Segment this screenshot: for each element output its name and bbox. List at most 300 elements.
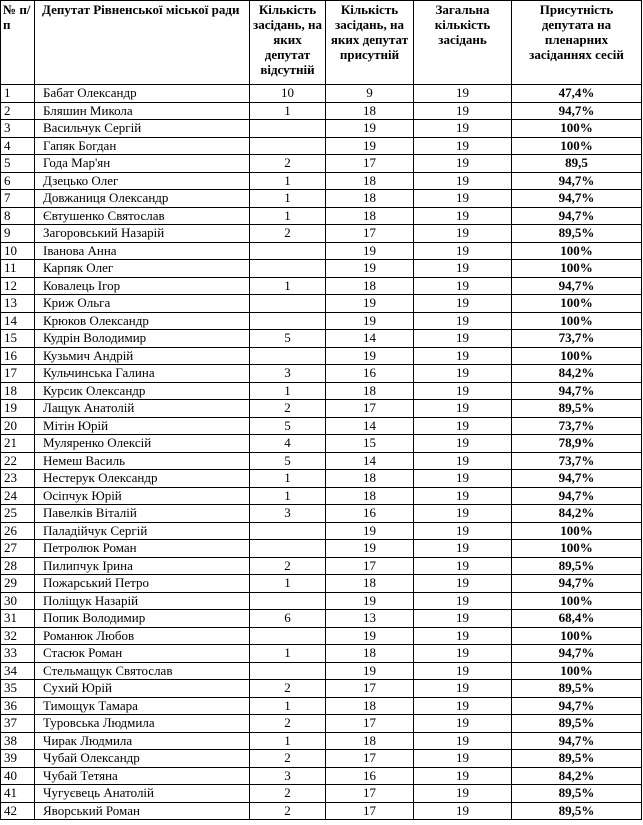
table-row — [1, 365, 642, 383]
present-count: 17 — [326, 715, 414, 733]
deputy-name: Нестерук Олександр — [35, 470, 250, 488]
present-count: 18 — [326, 697, 414, 715]
absent-count — [250, 260, 326, 278]
header-total: Загальна кількість засідань — [414, 1, 512, 85]
deputy-name: Карпяк Олег — [35, 260, 250, 278]
table-row — [1, 102, 642, 120]
present-count: 18 — [326, 645, 414, 663]
total-sessions: 19 — [414, 225, 512, 243]
row-number: 4 — [1, 137, 35, 155]
table-row — [1, 382, 642, 400]
absent-count: 5 — [250, 417, 326, 435]
row-number: 30 — [1, 592, 35, 610]
present-count: 19 — [326, 522, 414, 540]
absent-count: 5 — [250, 330, 326, 348]
attendance-percent: 73,7% — [512, 330, 642, 348]
total-sessions: 19 — [414, 785, 512, 803]
attendance-percent: 100% — [512, 347, 642, 365]
row-number: 35 — [1, 680, 35, 698]
total-sessions: 19 — [414, 400, 512, 418]
deputy-name: Дзецько Олег — [35, 172, 250, 190]
attendance-percent: 94,7% — [512, 470, 642, 488]
table-row — [1, 470, 642, 488]
deputy-name: Муляренко Олексій — [35, 435, 250, 453]
absent-count — [250, 295, 326, 313]
total-sessions: 19 — [414, 680, 512, 698]
attendance-percent: 89,5% — [512, 557, 642, 575]
deputy-name: Года Мар'ян — [35, 155, 250, 173]
row-number: 41 — [1, 785, 35, 803]
present-count: 17 — [326, 802, 414, 820]
present-count: 18 — [326, 470, 414, 488]
attendance-percent: 94,7% — [512, 277, 642, 295]
attendance-percent: 94,7% — [512, 382, 642, 400]
absent-count: 1 — [250, 190, 326, 208]
present-count: 17 — [326, 750, 414, 768]
present-count: 16 — [326, 505, 414, 523]
deputy-name: Довжаниця Олександр — [35, 190, 250, 208]
table-row — [1, 627, 642, 645]
absent-count: 2 — [250, 680, 326, 698]
absent-count — [250, 137, 326, 155]
total-sessions: 19 — [414, 522, 512, 540]
attendance-percent: 94,7% — [512, 487, 642, 505]
total-sessions: 19 — [414, 347, 512, 365]
table-row — [1, 400, 642, 418]
deputy-name: Кузьмич Андрій — [35, 347, 250, 365]
row-number: 13 — [1, 295, 35, 313]
present-count: 17 — [326, 785, 414, 803]
attendance-percent: 89,5 — [512, 155, 642, 173]
row-number: 17 — [1, 365, 35, 383]
table-row — [1, 522, 642, 540]
row-number: 9 — [1, 225, 35, 243]
table-row — [1, 277, 642, 295]
absent-count: 2 — [250, 400, 326, 418]
deputy-name: Ковалець Ігор — [35, 277, 250, 295]
total-sessions: 19 — [414, 610, 512, 628]
deputy-name: Загоровський Назарій — [35, 225, 250, 243]
header-percent: Присутність депутата на пленарних засіданнях сесій — [512, 1, 642, 85]
deputy-name: Павелків Віталій — [35, 505, 250, 523]
absent-count: 3 — [250, 365, 326, 383]
deputy-name: Чирак Людмила — [35, 732, 250, 750]
row-number: 25 — [1, 505, 35, 523]
absent-count: 3 — [250, 767, 326, 785]
absent-count — [250, 592, 326, 610]
table-row — [1, 662, 642, 680]
deputy-name: Бляшин Микола — [35, 102, 250, 120]
row-number: 19 — [1, 400, 35, 418]
row-number: 2 — [1, 102, 35, 120]
present-count: 18 — [326, 277, 414, 295]
total-sessions: 19 — [414, 155, 512, 173]
attendance-percent: 94,7% — [512, 697, 642, 715]
total-sessions: 19 — [414, 627, 512, 645]
absent-count — [250, 242, 326, 260]
row-number: 39 — [1, 750, 35, 768]
present-count: 19 — [326, 295, 414, 313]
attendance-percent: 100% — [512, 120, 642, 138]
absent-count: 2 — [250, 715, 326, 733]
row-number: 31 — [1, 610, 35, 628]
table-row — [1, 295, 642, 313]
row-number: 21 — [1, 435, 35, 453]
total-sessions: 19 — [414, 575, 512, 593]
absent-count: 1 — [250, 172, 326, 190]
total-sessions: 19 — [414, 435, 512, 453]
deputy-name: Яворський Роман — [35, 802, 250, 820]
absent-count: 2 — [250, 557, 326, 575]
present-count: 19 — [326, 137, 414, 155]
absent-count: 1 — [250, 207, 326, 225]
table-row — [1, 120, 642, 138]
absent-count: 1 — [250, 732, 326, 750]
deputy-name: Чугуєвець Анатолій — [35, 785, 250, 803]
deputy-name: Поліщук Назарій — [35, 592, 250, 610]
absent-count: 2 — [250, 785, 326, 803]
deputy-name: Васильчук Сергій — [35, 120, 250, 138]
total-sessions: 19 — [414, 137, 512, 155]
absent-count: 1 — [250, 645, 326, 663]
total-sessions: 19 — [414, 330, 512, 348]
row-number: 3 — [1, 120, 35, 138]
present-count: 18 — [326, 172, 414, 190]
deputy-name: Крюков Олександр — [35, 312, 250, 330]
present-count: 19 — [326, 260, 414, 278]
absent-count — [250, 662, 326, 680]
present-count: 15 — [326, 435, 414, 453]
present-count: 16 — [326, 365, 414, 383]
deputy-name: Сухий Юрій — [35, 680, 250, 698]
table-row — [1, 802, 642, 820]
total-sessions: 19 — [414, 277, 512, 295]
absent-count: 2 — [250, 750, 326, 768]
attendance-percent: 89,5% — [512, 750, 642, 768]
row-number: 33 — [1, 645, 35, 663]
row-number: 34 — [1, 662, 35, 680]
header-present: Кількість засідань, на яких депутат присутній — [326, 1, 414, 85]
total-sessions: 19 — [414, 662, 512, 680]
present-count: 18 — [326, 382, 414, 400]
total-sessions: 19 — [414, 120, 512, 138]
table-row — [1, 225, 642, 243]
deputy-name: Туровська Людмила — [35, 715, 250, 733]
total-sessions: 19 — [414, 452, 512, 470]
present-count: 17 — [326, 680, 414, 698]
total-sessions: 19 — [414, 295, 512, 313]
present-count: 19 — [326, 347, 414, 365]
present-count: 14 — [326, 452, 414, 470]
row-number: 40 — [1, 767, 35, 785]
table-row — [1, 260, 642, 278]
attendance-percent: 100% — [512, 295, 642, 313]
absent-count — [250, 312, 326, 330]
row-number: 6 — [1, 172, 35, 190]
deputy-name: Курсик Олександр — [35, 382, 250, 400]
absent-count: 2 — [250, 225, 326, 243]
attendance-percent: 73,7% — [512, 417, 642, 435]
present-count: 19 — [326, 592, 414, 610]
table-row — [1, 785, 642, 803]
row-number: 8 — [1, 207, 35, 225]
table-row — [1, 137, 642, 155]
present-count: 18 — [326, 487, 414, 505]
row-number: 26 — [1, 522, 35, 540]
row-number: 12 — [1, 277, 35, 295]
absent-count: 6 — [250, 610, 326, 628]
total-sessions: 19 — [414, 85, 512, 103]
attendance-percent: 100% — [512, 540, 642, 558]
table-row — [1, 715, 642, 733]
present-count: 19 — [326, 662, 414, 680]
table-row — [1, 242, 642, 260]
table-row — [1, 767, 642, 785]
total-sessions: 19 — [414, 312, 512, 330]
table-row — [1, 85, 642, 103]
present-count: 17 — [326, 557, 414, 575]
present-count: 18 — [326, 102, 414, 120]
present-count: 17 — [326, 400, 414, 418]
row-number: 18 — [1, 382, 35, 400]
deputy-name: Чубай Олександр — [35, 750, 250, 768]
attendance-percent: 84,2% — [512, 767, 642, 785]
present-count: 19 — [326, 242, 414, 260]
table-row — [1, 505, 642, 523]
absent-count: 1 — [250, 575, 326, 593]
table-row — [1, 190, 642, 208]
present-count: 19 — [326, 540, 414, 558]
attendance-percent: 94,7% — [512, 172, 642, 190]
table-row — [1, 207, 642, 225]
absent-count — [250, 522, 326, 540]
total-sessions: 19 — [414, 172, 512, 190]
row-number: 22 — [1, 452, 35, 470]
attendance-percent: 73,7% — [512, 452, 642, 470]
table-row — [1, 172, 642, 190]
absent-count: 1 — [250, 487, 326, 505]
row-number: 27 — [1, 540, 35, 558]
total-sessions: 19 — [414, 557, 512, 575]
absent-count — [250, 120, 326, 138]
absent-count: 3 — [250, 505, 326, 523]
table-row — [1, 610, 642, 628]
absent-count — [250, 347, 326, 365]
row-number: 20 — [1, 417, 35, 435]
deputy-name: Чубай Тетяна — [35, 767, 250, 785]
attendance-percent: 89,5% — [512, 785, 642, 803]
attendance-percent: 100% — [512, 260, 642, 278]
total-sessions: 19 — [414, 382, 512, 400]
attendance-percent: 94,7% — [512, 575, 642, 593]
attendance-percent: 89,5% — [512, 715, 642, 733]
table-row — [1, 592, 642, 610]
present-count: 19 — [326, 120, 414, 138]
deputy-name: Попик Володимир — [35, 610, 250, 628]
deputy-name: Іванова Анна — [35, 242, 250, 260]
attendance-percent: 100% — [512, 627, 642, 645]
attendance-percent: 94,7% — [512, 645, 642, 663]
deputy-name: Петролюк Роман — [35, 540, 250, 558]
total-sessions: 19 — [414, 645, 512, 663]
absent-count — [250, 627, 326, 645]
total-sessions: 19 — [414, 767, 512, 785]
row-number: 23 — [1, 470, 35, 488]
present-count: 14 — [326, 417, 414, 435]
attendance-percent: 89,5% — [512, 400, 642, 418]
table-row — [1, 487, 642, 505]
total-sessions: 19 — [414, 505, 512, 523]
absent-count: 2 — [250, 802, 326, 820]
present-count: 17 — [326, 155, 414, 173]
attendance-percent: 100% — [512, 312, 642, 330]
table-row — [1, 575, 642, 593]
total-sessions: 19 — [414, 470, 512, 488]
row-number: 5 — [1, 155, 35, 173]
deputy-name: Пилипчук Ірина — [35, 557, 250, 575]
deputy-name: Лащук Анатолій — [35, 400, 250, 418]
row-number: 16 — [1, 347, 35, 365]
row-number: 10 — [1, 242, 35, 260]
table-row — [1, 540, 642, 558]
total-sessions: 19 — [414, 697, 512, 715]
attendance-percent: 84,2% — [512, 365, 642, 383]
total-sessions: 19 — [414, 802, 512, 820]
row-number: 14 — [1, 312, 35, 330]
present-count: 16 — [326, 767, 414, 785]
total-sessions: 19 — [414, 242, 512, 260]
total-sessions: 19 — [414, 190, 512, 208]
deputy-name: Євтушенко Святослав — [35, 207, 250, 225]
deputy-name: Пожарський Петро — [35, 575, 250, 593]
total-sessions: 19 — [414, 207, 512, 225]
table-row — [1, 645, 642, 663]
present-count: 14 — [326, 330, 414, 348]
attendance-percent: 100% — [512, 662, 642, 680]
absent-count: 1 — [250, 470, 326, 488]
header-deputy: Депутат Рівненської міської ради — [35, 1, 250, 85]
table-row — [1, 435, 642, 453]
deputy-name: Паладійчук Сергій — [35, 522, 250, 540]
deputy-name: Тимощук Тамара — [35, 697, 250, 715]
present-count: 18 — [326, 575, 414, 593]
deputy-name: Осіпчук Юрій — [35, 487, 250, 505]
deputy-name: Мітін Юрій — [35, 417, 250, 435]
row-number: 1 — [1, 85, 35, 103]
absent-count — [250, 540, 326, 558]
attendance-percent: 100% — [512, 522, 642, 540]
total-sessions: 19 — [414, 487, 512, 505]
row-number: 38 — [1, 732, 35, 750]
attendance-percent: 94,7% — [512, 190, 642, 208]
total-sessions: 19 — [414, 417, 512, 435]
attendance-percent: 84,2% — [512, 505, 642, 523]
row-number: 32 — [1, 627, 35, 645]
absent-count: 1 — [250, 382, 326, 400]
attendance-percent: 100% — [512, 592, 642, 610]
attendance-percent: 94,7% — [512, 207, 642, 225]
table-row — [1, 680, 642, 698]
attendance-percent: 89,5% — [512, 680, 642, 698]
total-sessions: 19 — [414, 592, 512, 610]
attendance-percent: 47,4% — [512, 85, 642, 103]
table-row — [1, 347, 642, 365]
row-number: 42 — [1, 802, 35, 820]
absent-count: 5 — [250, 452, 326, 470]
present-count: 18 — [326, 207, 414, 225]
row-number: 36 — [1, 697, 35, 715]
present-count: 9 — [326, 85, 414, 103]
absent-count: 1 — [250, 102, 326, 120]
attendance-percent: 100% — [512, 137, 642, 155]
row-number: 15 — [1, 330, 35, 348]
total-sessions: 19 — [414, 365, 512, 383]
present-count: 19 — [326, 312, 414, 330]
table-row — [1, 155, 642, 173]
absent-count: 10 — [250, 85, 326, 103]
deputy-name: Стасюк Роман — [35, 645, 250, 663]
table-row — [1, 557, 642, 575]
absent-count: 4 — [250, 435, 326, 453]
attendance-percent: 78,9% — [512, 435, 642, 453]
deputy-name: Кульчинська Галина — [35, 365, 250, 383]
total-sessions: 19 — [414, 750, 512, 768]
total-sessions: 19 — [414, 102, 512, 120]
total-sessions: 19 — [414, 540, 512, 558]
attendance-percent: 89,5% — [512, 225, 642, 243]
present-count: 19 — [326, 627, 414, 645]
table-row — [1, 330, 642, 348]
row-number: 7 — [1, 190, 35, 208]
deputy-name: Кудрін Володимир — [35, 330, 250, 348]
row-number: 11 — [1, 260, 35, 278]
total-sessions: 19 — [414, 260, 512, 278]
row-number: 37 — [1, 715, 35, 733]
deputy-name: Немеш Василь — [35, 452, 250, 470]
absent-count: 1 — [250, 277, 326, 295]
present-count: 18 — [326, 732, 414, 750]
table-row — [1, 732, 642, 750]
header-absent: Кількість засідань, на яких депутат відсутній — [250, 1, 326, 85]
deputy-name: Бабат Олександр — [35, 85, 250, 103]
deputy-name: Гапяк Богдан — [35, 137, 250, 155]
deputy-name: Криж Ольга — [35, 295, 250, 313]
table-row — [1, 697, 642, 715]
deputy-name: Романюк Любов — [35, 627, 250, 645]
attendance-percent: 94,7% — [512, 732, 642, 750]
total-sessions: 19 — [414, 732, 512, 750]
deputy-name: Стельмащук Святослав — [35, 662, 250, 680]
attendance-percent: 94,7% — [512, 102, 642, 120]
table-row — [1, 452, 642, 470]
absent-count: 2 — [250, 155, 326, 173]
attendance-percent: 68,4% — [512, 610, 642, 628]
row-number: 29 — [1, 575, 35, 593]
present-count: 18 — [326, 190, 414, 208]
row-number: 24 — [1, 487, 35, 505]
attendance-percent: 89,5% — [512, 802, 642, 820]
present-count: 17 — [326, 225, 414, 243]
header-num: № п/п — [1, 1, 35, 85]
total-sessions: 19 — [414, 715, 512, 733]
header-row — [1, 1, 642, 85]
absent-count: 1 — [250, 697, 326, 715]
table-row — [1, 417, 642, 435]
attendance-percent: 100% — [512, 242, 642, 260]
row-number: 28 — [1, 557, 35, 575]
table-row — [1, 750, 642, 768]
table-row — [1, 312, 642, 330]
